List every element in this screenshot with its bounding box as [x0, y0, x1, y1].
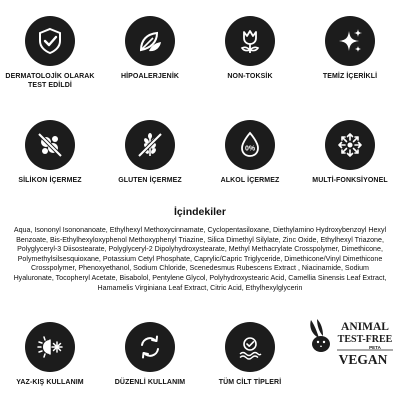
skin-check-icon [225, 322, 275, 372]
shield-check-icon [25, 16, 75, 66]
sun-snowflake-icon [25, 322, 75, 372]
feature-non-toxic [200, 16, 300, 90]
refresh-arrows-icon [125, 322, 175, 372]
features-row-1 [0, 16, 400, 90]
feature-label: TÜM CİLT TİPLERİ [218, 379, 282, 386]
drop-percent-text: 0% [244, 145, 256, 153]
no-silicone-icon [25, 120, 75, 170]
feature-label: SİLİKON İÇERMEZ [18, 177, 82, 184]
feature-clean-ingredients [300, 16, 400, 90]
vegan-badge-line3: VEGAN [338, 352, 388, 367]
feature-all-skin-types [200, 322, 300, 387]
feature-summer-winter [0, 322, 100, 387]
feature-dermatologically-tested [0, 16, 100, 90]
feature-label: TEMİZ İÇERİKLİ [322, 73, 378, 80]
feature-label: YAZ-KIŞ KULLANIM [16, 379, 84, 386]
vegan-badge-line2: TEST-FREE [337, 334, 393, 345]
multi-arrows-icon [325, 120, 375, 170]
feature-gluten-free [100, 120, 200, 185]
vegan-badge-line1: ANIMAL [341, 321, 389, 333]
feature-multi-functional [300, 120, 400, 185]
feature-alcohol-free [200, 120, 300, 185]
ingredients-text: Aqua, Isononyl Isononanoate, Ethylhexyl Methoxycinnamate, Cyclopentasiloxane, Diethylamino Hydroxybenzoyl Hexyl Benzoate, Bis-Ethylhexyloxyphenol Methoxyphenyl Triazine, Silica Dimethyl Silylate, Zinc Oxide, Ethylhexyl Triazone, Polyglyceryl-3 Diisostearate, Polyglyceryl-2 Dipolyhydroxystearate, Methyl Methacrylate Crosspolymer, Dimethicone, Polymethylsilsesquioxane, Potassium Cetyl Phosphate, Caprylic/Capric Triglyceride, Dimethicone/Vinyl Dimethicone Crosspolymer, Phenoxyethanol, Sodium Chloride, Scenedesmus Rubescens Extract , Niacinamide, Sodium Hyaluronate, Tocopheryl Acetate, Bisabolol, Pentylene Glycol, Polyhydroxystearic Acid, Camellia Sinensis Leaf Extract, Hamamelis Virginiana Leaf Extract, Citric Acid, Ethylhexylglycerin [13, 226, 387, 292]
features-row-2 [0, 120, 400, 185]
feature-label: DERMATOLOJİK OLARAK TEST EDİLDİ [5, 73, 95, 89]
feature-label: GLUTEN İÇERMEZ [118, 177, 182, 184]
feature-label: NON-TOKSİK [227, 73, 273, 80]
feature-hypoallergenic [100, 16, 200, 90]
no-gluten-icon [125, 120, 175, 170]
ingredients-title: İçindekiler [174, 206, 226, 218]
feature-regular-use [100, 322, 200, 387]
feature-label: ALKOL İÇERMEZ [220, 177, 280, 184]
bunny-logo-icon [305, 316, 395, 382]
feature-label: HİPOALERJENİK [120, 73, 180, 80]
features-row-3 [0, 322, 400, 387]
alcohol-free-drop-icon [225, 120, 275, 170]
leaves-icon [125, 16, 175, 66]
feature-label: DÜZENLİ KULLANIM [114, 379, 186, 386]
feature-silicone-free [0, 120, 100, 185]
vegan-badge [300, 322, 400, 387]
vegan-badge-small: PETA [369, 345, 381, 350]
tulip-icon [225, 16, 275, 66]
feature-label: MULTİ-FONKSİYONEL [312, 177, 388, 184]
sparkle-icon [325, 16, 375, 66]
